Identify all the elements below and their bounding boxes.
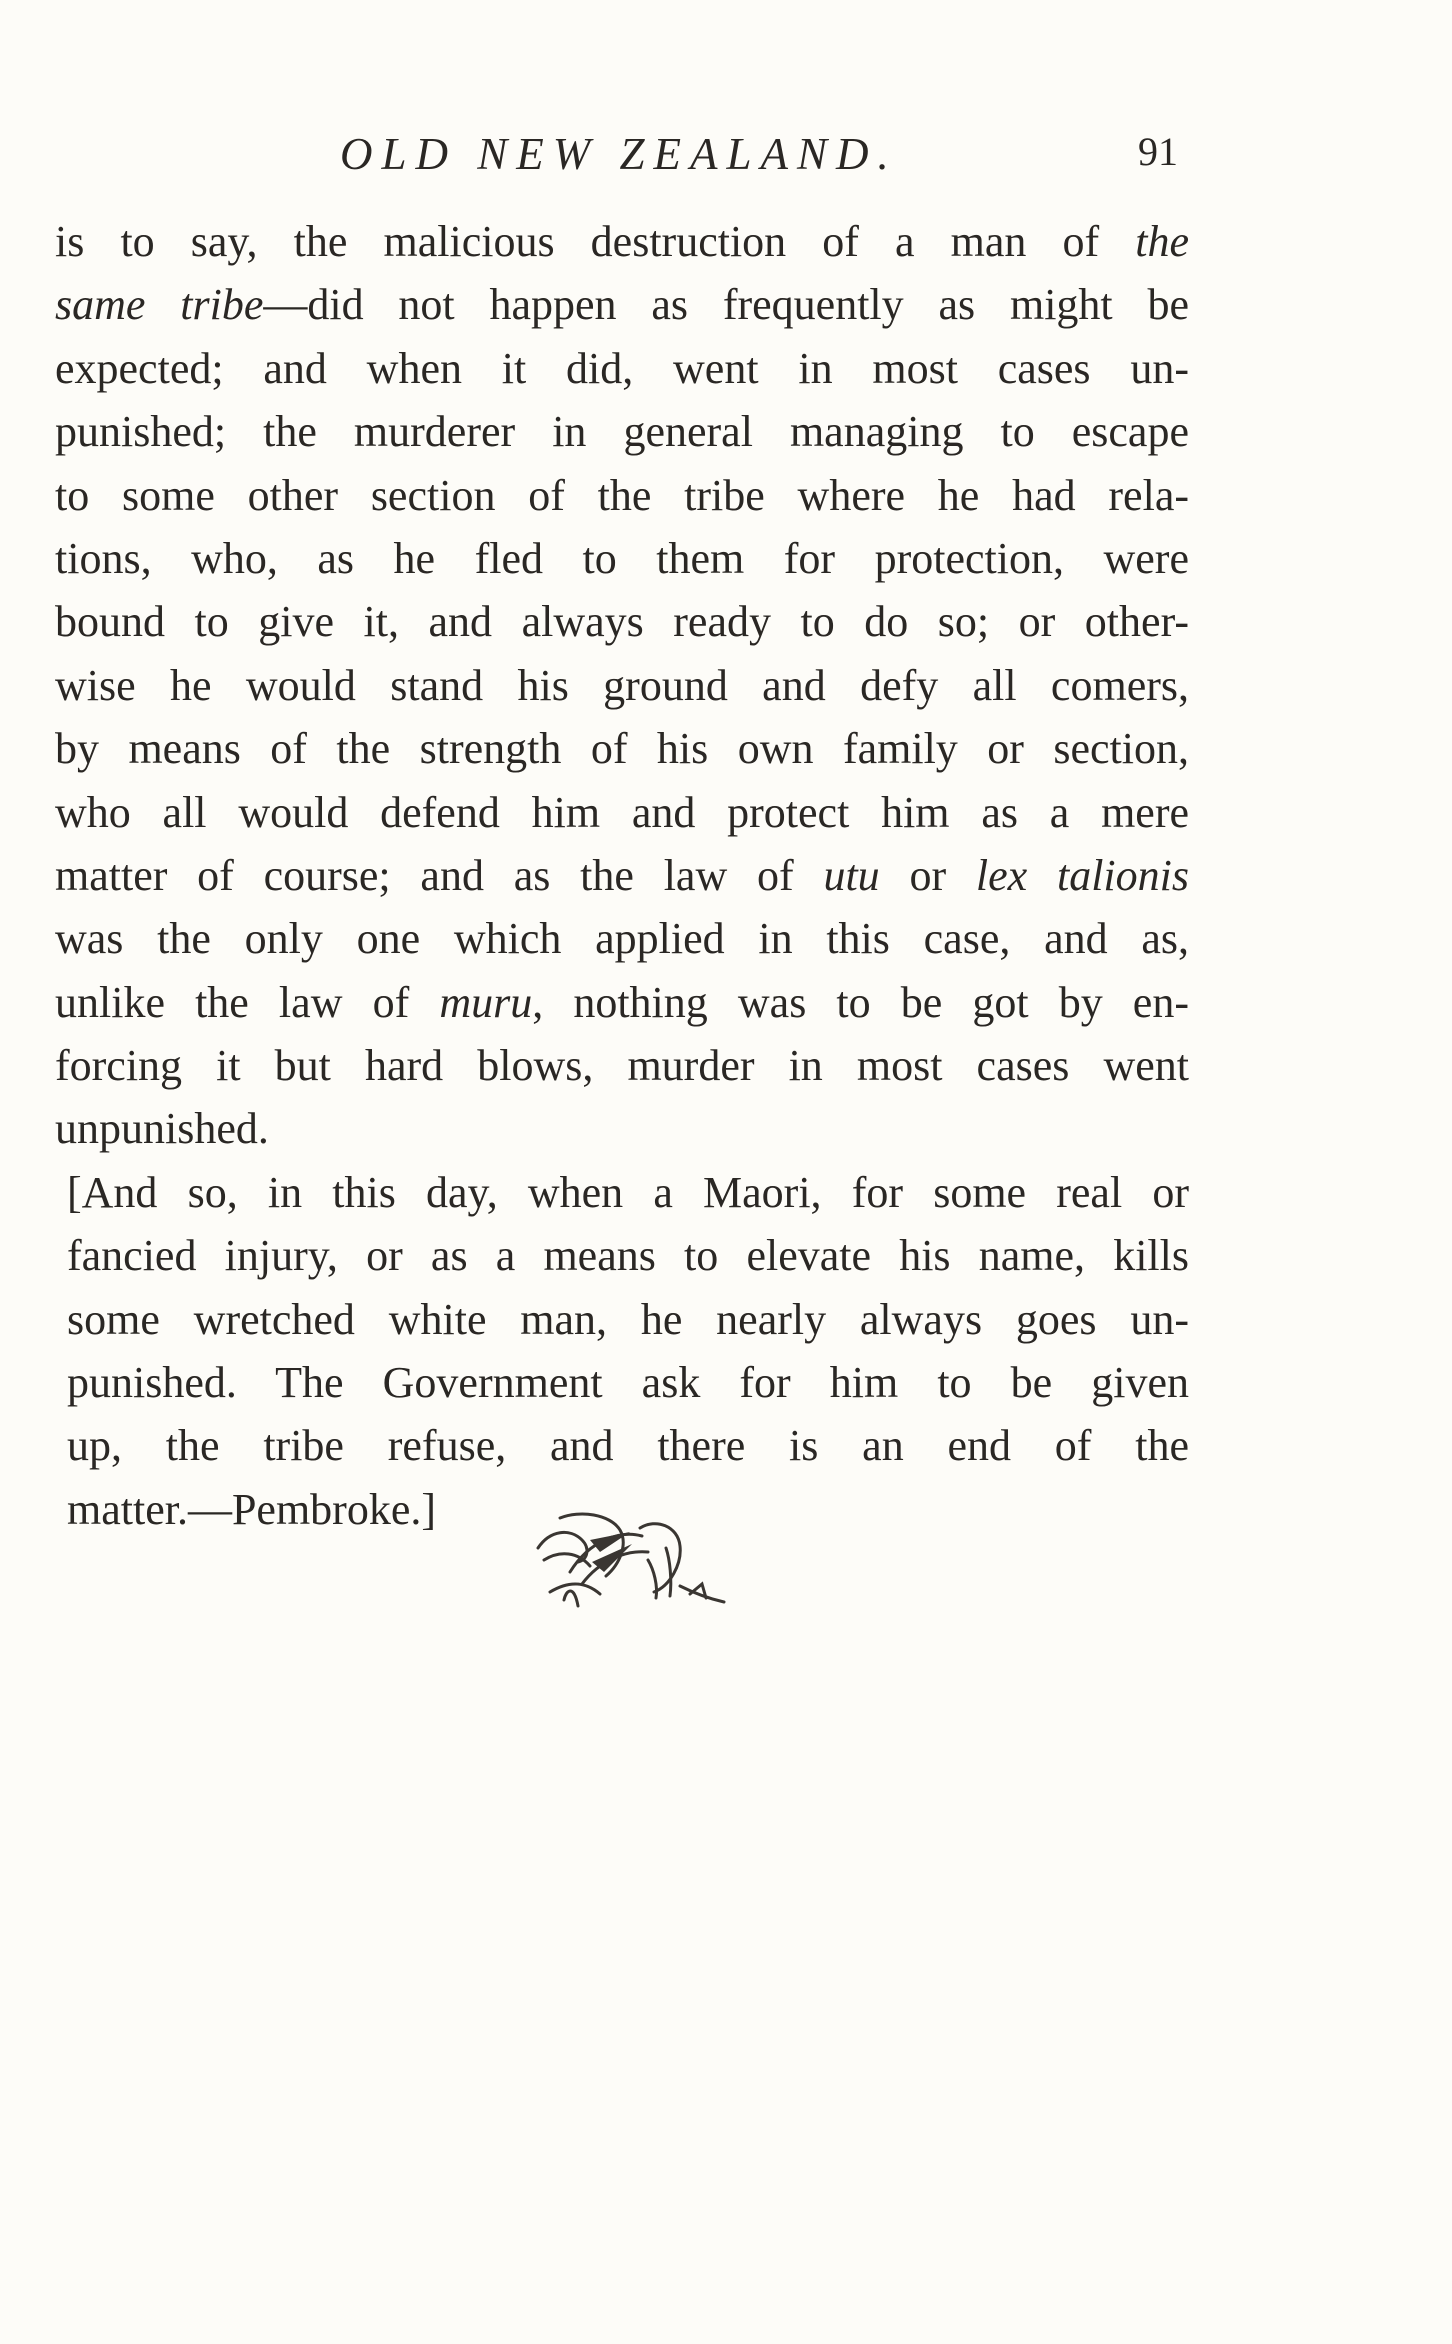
page-header xyxy=(0,128,1452,188)
text-line: [And so, in this day, when a Maori, for some real or xyxy=(67,1167,1189,1217)
text-line: matter of course; and as the law of utu or lex talionis xyxy=(55,850,1189,900)
text-line: some wretched white man, he nearly always goes un- xyxy=(67,1294,1189,1344)
text-line: who all would defend him and protect him as a mere xyxy=(55,787,1189,837)
text-line: matter.—Pembroke.] xyxy=(67,1484,437,1534)
text-line: wise he would stand his ground and defy all comers, xyxy=(55,660,1189,710)
text-line: forcing it but hard blows, murder in most cases went xyxy=(55,1041,1189,1091)
text-line: up, the tribe refuse, and there is an end of the xyxy=(67,1421,1189,1471)
text-line: tions, who, as he fled to them for protection, were xyxy=(55,533,1189,583)
text-line: punished. The Government ask for him to be given xyxy=(67,1358,1189,1408)
body-text xyxy=(55,210,1189,1541)
running-title: OLD NEW ZEALAND. xyxy=(340,129,898,179)
text-line: expected; and when it did, went in most cases un- xyxy=(55,343,1189,393)
text-line: by means of the strength of his own family or section, xyxy=(55,724,1189,774)
paragraph-2 xyxy=(55,1161,1189,1541)
text-line: to some other section of the tribe where he had rela- xyxy=(55,470,1189,520)
text-line: punished; the murderer in general managing to escape xyxy=(55,407,1189,457)
text-line: bound to give it, and always ready to do so; or other- xyxy=(55,597,1189,647)
text-line: unpunished. xyxy=(55,1104,269,1154)
text-line: same tribe—did not happen as frequently as might be xyxy=(55,280,1189,330)
text-line: was the only one which applied in this case, and as, xyxy=(55,914,1189,964)
floral-vignette-icon xyxy=(530,1500,730,1610)
paragraph-1 xyxy=(55,210,1189,1161)
page-number: 91 xyxy=(1138,129,1178,174)
text-line: fancied injury, or as a means to elevate his name, kills xyxy=(67,1231,1189,1281)
text-line: unlike the law of muru, nothing was to be got by en- xyxy=(55,977,1189,1027)
text-line: is to say, the malicious destruction of a man of the xyxy=(55,217,1189,266)
